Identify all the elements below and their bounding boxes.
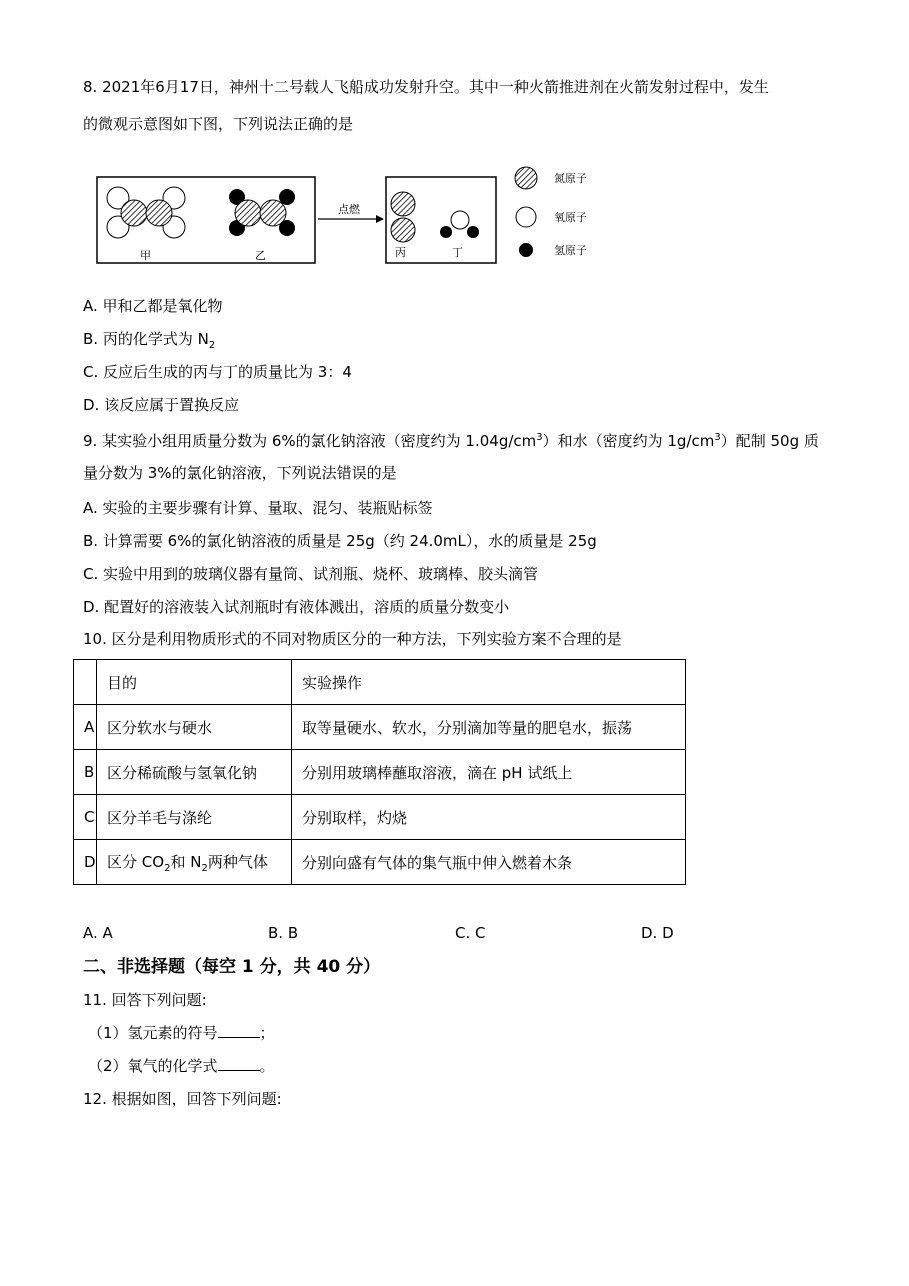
legend-label-nitrogen: 氮原子 bbox=[554, 172, 587, 185]
legend-label-hydrogen: 氢原子 bbox=[554, 244, 587, 257]
table-header-purpose: 目的 bbox=[97, 660, 292, 705]
q9-option-d: D. 配置好的溶液装入试剂瓶时有液体溅出，溶质的质量分数变小 bbox=[83, 598, 510, 616]
q8-option-a: A. 甲和乙都是氧化物 bbox=[83, 297, 223, 315]
q9-option-c: C. 实验中用到的玻璃仪器有量筒、试剂瓶、烧杯、玻璃棒、胶头滴管 bbox=[83, 565, 539, 583]
q8-option-d: D. 该反应属于置换反应 bbox=[83, 396, 240, 414]
row-purpose: 区分羊毛与涤纶 bbox=[97, 795, 292, 840]
table-row bbox=[74, 840, 686, 885]
q9-stem-line1: 9. 某实验小组用质量分数为 6%的氯化钠溶液（密度约为 $1.04g/cm^3$）和水（密度约为 $1g/cm^3$）配制 50g 质 bbox=[83, 432, 819, 450]
q10-answer-b: B. B bbox=[268, 924, 299, 942]
q10-answer-d: D. D bbox=[641, 924, 674, 942]
q8-option-c: C. 反应后生成的丙与丁的质量比为 3：4 bbox=[83, 363, 352, 381]
section-title: 二、非选择题（每空 1 分，共 40 分） bbox=[83, 957, 381, 977]
q9-option-a: A. 实验的主要步骤有计算、量取、混匀、装瓶贴标签 bbox=[83, 499, 433, 517]
table-header-row bbox=[74, 660, 686, 705]
q11-part2: （2）氧气的化学式 。 bbox=[88, 1057, 275, 1075]
table-header-key bbox=[74, 660, 97, 705]
row-key: A bbox=[74, 705, 97, 750]
legend-hydrogen-atom bbox=[519, 243, 533, 257]
row-purpose: 区分稀硫酸与氢氧化钠 bbox=[97, 750, 292, 795]
q9-option-b: B. 计算需要 6%的氯化钠溶液的质量是 25g（约 24.0mL），水的质量是 25g bbox=[83, 532, 597, 550]
legend-oxygen-atom bbox=[516, 207, 536, 227]
row-operation: 分别向盛有气体的集气瓶中伸入燃着木条 bbox=[292, 840, 686, 885]
q11-part1: （1）氢元素的符号 ； bbox=[88, 1024, 275, 1042]
q9-stem-line2: 量分数为 3%的氯化钠溶液，下列说法错误的是 bbox=[83, 464, 397, 482]
q11-stem: 11. 回答下列问题: bbox=[83, 991, 207, 1009]
q12-stem: 12. 根据如图，回答下列问题: bbox=[83, 1090, 282, 1108]
label-ding: 丁 bbox=[452, 246, 463, 259]
row-operation: 分别取样，灼烧 bbox=[292, 795, 686, 840]
q8-stem-line1: 8. 2021年6月17日，神州十二号载人飞船成功发射升空。其中一种火箭推进剂在火箭发射过程中，发生 bbox=[83, 78, 769, 96]
q8-reaction-diagram bbox=[90, 160, 610, 270]
legend-label-oxygen: 氧原子 bbox=[554, 211, 587, 224]
row-purpose: 区分软水与硬水 bbox=[97, 705, 292, 750]
q10-answer-a: A. A bbox=[83, 924, 113, 942]
row-operation: 取等量硬水、软水，分别滴加等量的肥皂水，振荡 bbox=[292, 705, 686, 750]
table-row bbox=[74, 795, 686, 840]
table-header-operation: 实验操作 bbox=[292, 660, 686, 705]
label-yi: 乙 bbox=[255, 249, 266, 262]
q8-option-b: B. 丙的化学式为 $N_2$ bbox=[83, 330, 216, 351]
table-row bbox=[74, 705, 686, 750]
row-operation: 分别用玻璃棒蘸取溶液，滴在 pH 试纸上 bbox=[292, 750, 686, 795]
row-key: D bbox=[74, 840, 97, 885]
label-bing: 丙 bbox=[395, 246, 406, 259]
legend-nitrogen-atom bbox=[515, 167, 537, 189]
q10-answer-c: C. C bbox=[455, 924, 486, 942]
answer-blank[interactable] bbox=[218, 1023, 260, 1038]
row-purpose: 区分 $CO_2$和 $N_2$两种气体 bbox=[97, 840, 292, 885]
answer-blank[interactable] bbox=[218, 1056, 260, 1071]
row-key: C bbox=[74, 795, 97, 840]
row-key: B bbox=[74, 750, 97, 795]
table-row bbox=[74, 750, 686, 795]
q10-table bbox=[73, 659, 686, 885]
q10-stem: 10. 区分是利用物质形式的不同对物质区分的一种方法，下列实验方案不合理的是 bbox=[83, 630, 622, 648]
q8-stem-line2: 的微观示意图如下图，下列说法正确的是 bbox=[83, 115, 354, 133]
label-jia: 甲 bbox=[140, 249, 151, 262]
arrow-label: 点燃 bbox=[338, 203, 360, 216]
